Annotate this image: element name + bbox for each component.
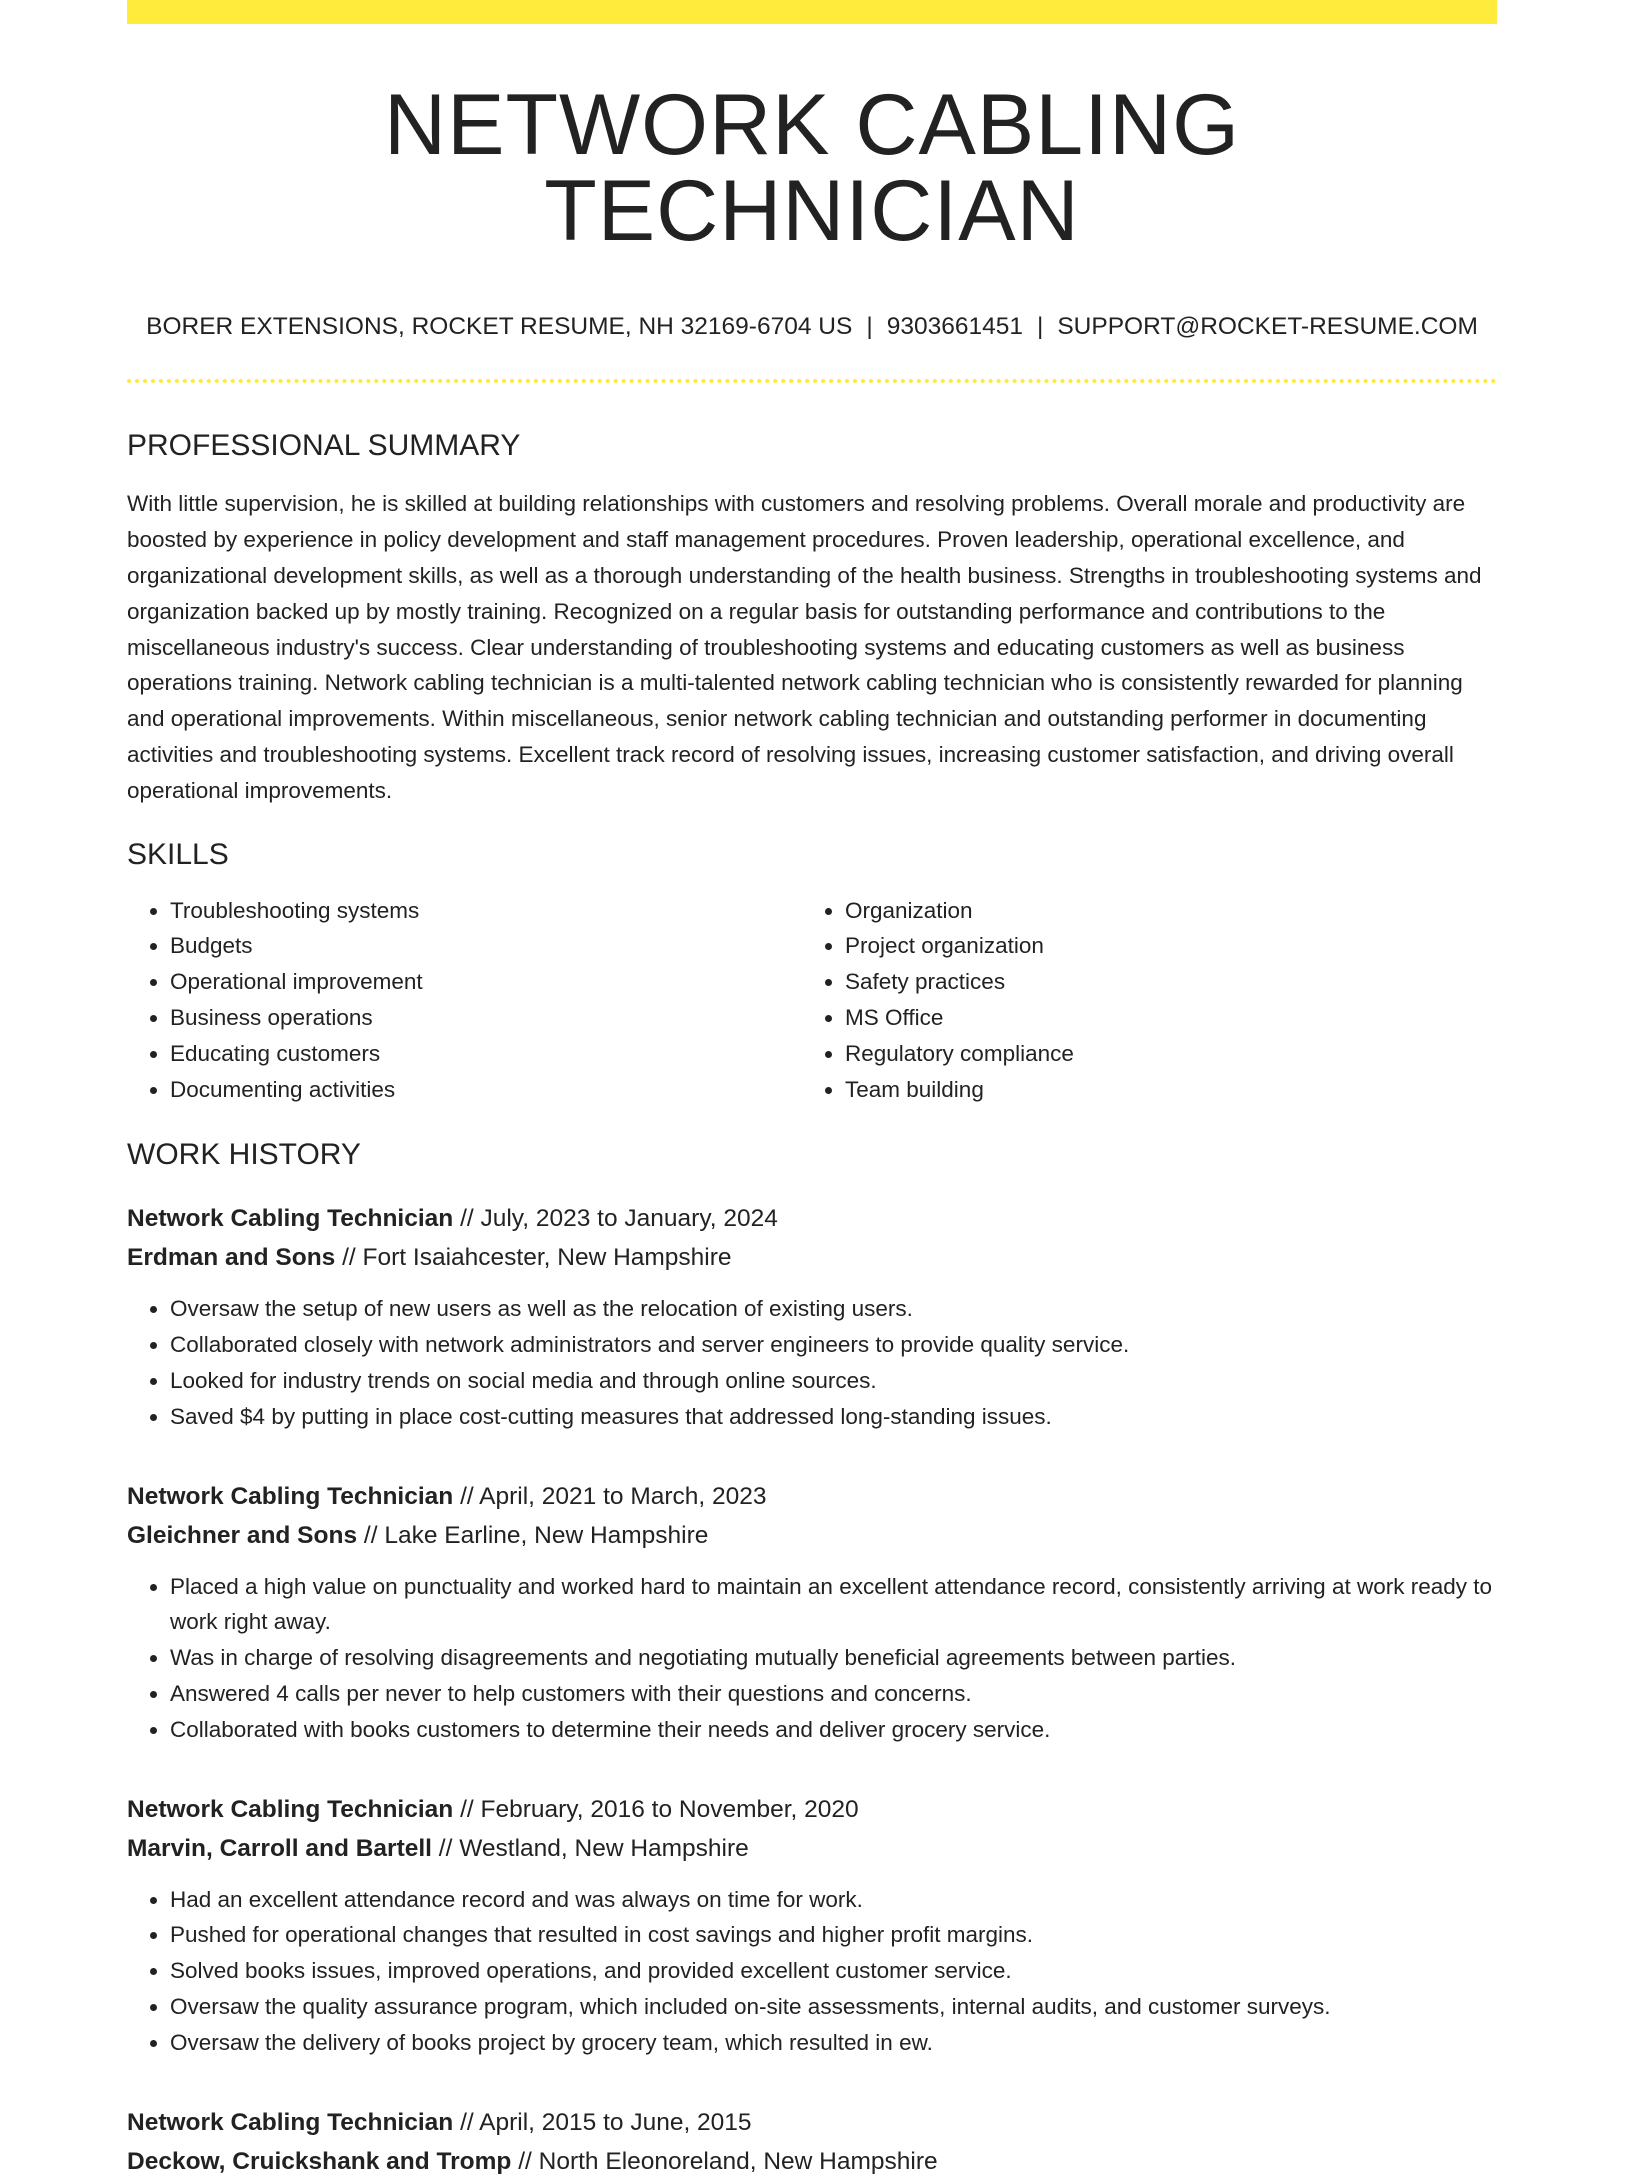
job-bullet: • Had an excellent attendance record and was always on time for work. [170, 1882, 1497, 1918]
job-role: Network Cabling Technician [127, 1795, 454, 1823]
job-bullet: • Answered 4 calls per never to help customers with their questions and concerns. [170, 1676, 1497, 1712]
job-bullet: • Pushed for operational changes that resulted in cost savings and higher profit margins. [170, 1917, 1497, 1953]
skill-item: • Safety practices [845, 964, 1477, 1000]
job-company: Gleichner and Sons [127, 1521, 358, 1549]
job-title-line [127, 1790, 1497, 1829]
resume-page [127, 0, 1497, 2181]
job-entry [127, 1477, 1497, 1748]
phone: 9303661451 [886, 313, 1023, 340]
skill-item: • Documenting activities [170, 1072, 802, 1108]
job-company-line [127, 1238, 1497, 1277]
skill-item: • MS Office [845, 1000, 1477, 1036]
job-company: Deckow, Cruickshank and Tromp [127, 2147, 512, 2175]
skill-item: • Budgets [170, 928, 802, 964]
skill-item: • Organization [845, 893, 1477, 929]
job-dates: // April, 2021 to March, 2023 [453, 1482, 767, 1510]
job-dates: // July, 2023 to January, 2024 [453, 1205, 778, 1233]
job-title-line [127, 2103, 1497, 2142]
accent-bar [127, 0, 1497, 24]
job-company: Erdman and Sons [127, 1244, 336, 1272]
job-bullet: • Solved books issues, improved operations, and provided excellent customer service. [170, 1953, 1497, 1989]
job-bullet: • Collaborated closely with network administrators and server engineers to provide quality service. [170, 1327, 1497, 1363]
job-location: // Westland, New Hampshire [431, 1834, 749, 1862]
skill-item: • Troubleshooting systems [170, 893, 802, 929]
job-bullet: • Oversaw the setup of new users as well as the relocation of existing users. [170, 1291, 1497, 1327]
job-location: // Fort Isaiahcester, New Hampshire [335, 1244, 732, 1272]
contact-line [127, 312, 1497, 341]
email: SUPPORT@ROCKET-RESUME.COM [1057, 313, 1478, 340]
job-role: Network Cabling Technician [127, 1482, 454, 1510]
job-bullets [127, 1569, 1497, 1748]
skill-item: • Project organization [845, 928, 1477, 964]
job-dates: // April, 2015 to June, 2015 [453, 2108, 752, 2136]
contact-separator: | [1036, 313, 1044, 340]
skill-item: • Regulatory compliance [845, 1036, 1477, 1072]
job-bullets [127, 1882, 1497, 2061]
skills-list [127, 893, 1497, 1108]
skill-item: • Team building [845, 1072, 1477, 1108]
job-role: Network Cabling Technician [127, 1205, 454, 1233]
job-entry [127, 2103, 1497, 2181]
job-location: // North Eleonoreland, New Hampshire [511, 2147, 938, 2175]
job-entry [127, 1790, 1497, 2061]
job-bullet: • Oversaw the quality assurance program, which included on-site assessments, internal audits, and customer surveys. [170, 1989, 1497, 2025]
summary-text: With little supervision, he is skilled at building relationships with customers and resolving problems. Overall morale and productivity are boosted by experience in policy development and staff management procedures. Proven leadership, operational excellence, and organizational development skills, as well as a thorough understanding of the health business. Strengths in troubleshooting systems and organization backed up by mostly training. Recognized on a regular basis for outstanding performance and contributions to the miscellaneous industry's success. Clear understanding of troubleshooting systems and educating customers as well as business operations training. Network cabling technician is a multi-talented network cabling technician who is consistently rewarded for planning and operational improvements. Within miscellaneous, senior network cabling technician and outstanding performer in documenting activities and troubleshooting systems. Excellent track record of resolving issues, increasing customer satisfaction, and driving overall operational improvements. [127, 491, 1482, 803]
job-role: Network Cabling Technician [127, 2108, 454, 2136]
job-company-line [127, 1516, 1497, 1555]
job-bullet: • Saved $4 by putting in place cost-cutting measures that addressed long-standing issues. [170, 1399, 1497, 1435]
contact-separator: | [866, 313, 873, 340]
job-bullet: • Was in charge of resolving disagreements and negotiating mutually beneficial agreements between parties. [170, 1640, 1497, 1676]
skills-column-left [127, 893, 802, 1108]
job-location: // Lake Earline, New Hampshire [357, 1521, 709, 1549]
job-company-line [127, 2142, 1497, 2181]
skill-item: • Business operations [170, 1000, 802, 1036]
job-entry [127, 1199, 1497, 1434]
job-dates: // February, 2016 to November, 2020 [453, 1795, 859, 1823]
dotted-divider [127, 379, 1497, 383]
job-bullet: • Placed a high value on punctuality and worked hard to maintain an excellent attendance record, consistently arriving at work ready to work right away. [170, 1569, 1497, 1641]
job-bullet: • Oversaw the delivery of books project by grocery team, which resulted in ew. [170, 2025, 1497, 2061]
job-bullets [127, 1291, 1497, 1434]
job-company: Marvin, Carroll and Bartell [127, 1834, 432, 1862]
work-history-heading: WORK HISTORY [127, 1138, 361, 1172]
skills-column-right [802, 893, 1477, 1108]
job-company-line [127, 1829, 1497, 1868]
job-bullet: • Collaborated with books customers to determine their needs and deliver grocery service. [170, 1712, 1497, 1748]
job-title-line [127, 1477, 1497, 1516]
skills-heading: SKILLS [127, 837, 229, 871]
job-bullet: • Looked for industry trends on social media and through online sources. [170, 1363, 1497, 1399]
address: BORER EXTENSIONS, ROCKET RESUME, NH 32169-6704 US [146, 313, 853, 340]
skill-item: • Operational improvement [170, 964, 802, 1000]
candidate-name: NETWORK CABLING TECHNICIAN [384, 77, 1240, 259]
summary-heading: PROFESSIONAL SUMMARY [127, 429, 521, 463]
job-title-line [127, 1199, 1497, 1238]
skill-item: • Educating customers [170, 1036, 802, 1072]
